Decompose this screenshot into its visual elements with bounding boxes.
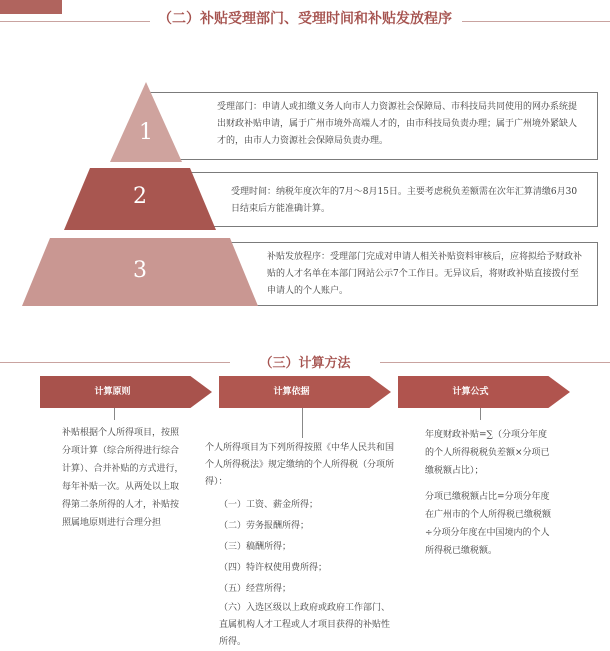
arrow-principle-label: 计算原则 [94,387,131,397]
basis-column [205,440,395,651]
tier3-number: 3 [133,258,147,283]
title3-divider-right [380,362,610,363]
pyramid-tier-3 [22,238,258,306]
section2-title: （二）补贴受理部门、受理时间和补贴发放程序 [158,11,452,27]
tier1-text: 受理部门：申请人或扣缴义务人向市人力资源社会保障局、市科技局共同使用的网办系统提出财政补贴申请，属于广州市境外高端人才的，由市科技局负责办理；属于广州境外紧缺人才的，由市人力资源社会保障局负责办理。 [217,102,578,146]
tier1-box [150,92,598,160]
tier2-box [150,172,598,227]
basis-item-3: （三）稿酬所得； [219,542,292,552]
basis-item-4: （四）特许权使用费所得； [219,563,328,573]
section3-title: （三）计算方法 [259,356,351,371]
pyramid-tier-1 [110,82,182,162]
tier3-text: 补贴发放程序：受理部门完成对申请人相关补贴资料审核后，应将拟给予财政补贴的人才名单在本部门网站公示7个工作日。无异议后，将财政补贴直接拨付至申请人的个人账户。 [267,252,583,296]
basis-item-2: （二）劳务报酬所得； [219,521,310,531]
tier2-number: 2 [133,184,147,209]
connector-basis [302,408,303,438]
principle-text: 补贴根据个人所得项目，按照分项计算（综合所得进行综合计算）、合并补贴的方式进行，每年补贴一次。从两处以上取得第二条所得的人才，补贴按照属地原则进行合理分担 [62,428,184,528]
tier1-number: 1 [139,120,153,145]
basis-intro: 个人所得项目为下列所得按照《中华人民共和国个人所得税法》规定缴纳的个人所得税（分项所得）： [205,443,395,487]
basis-item-5: （五）经营所得； [219,584,292,594]
basis-item-6: （六）入选区级以上政府或政府工作部门、直属机构人才工程或人才项目获得的补贴性所得。 [219,603,391,647]
connector-principle [114,408,115,420]
tier2-text: 受理时间：纳税年度次年的7月～8月15日。主要考虑税负差额需在次年汇算清缴6月30日结束后方能准确计算。 [231,187,578,214]
basis-item-1: （一）工资、薪金所得； [219,500,319,510]
title-divider-right [462,21,610,22]
arrow-basis [219,376,391,408]
formula-2: 分项已缴税额占比=分项分年度在广州市的个人所得税已缴税额÷分项分年度在中国境内的个人所得税已缴税额。 [425,492,552,556]
pyramid-tier-2 [64,168,216,230]
arrow-formula [398,376,570,408]
formula-column [425,426,555,560]
formula-1: 年度财政补贴=∑（分项分年度的个人所得税税负差额×分项已缴税额占比）； [425,430,550,476]
arrow-formula-label: 计算公式 [452,387,489,397]
arrow-basis-label: 计算依据 [273,387,310,397]
connector-formula [480,408,481,420]
arrow-principle [40,376,212,408]
